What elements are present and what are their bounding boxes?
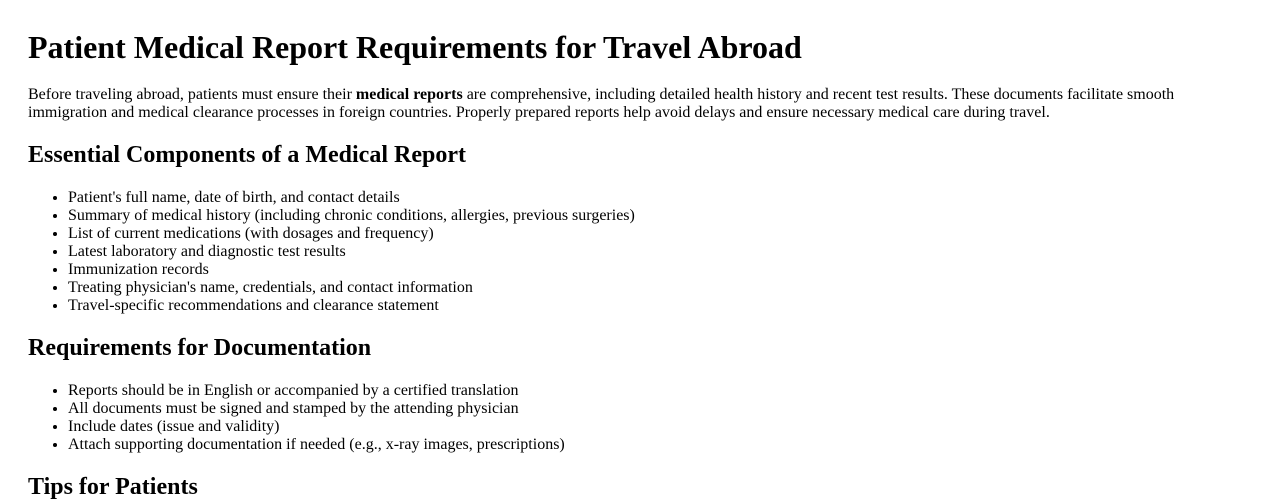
- list-item: • Attach supporting documentation if needed (e.g., x-ray images, prescriptions): [68, 436, 565, 454]
- list-item: • All documents must be signed and stamped by the attending physician: [68, 400, 565, 418]
- list-item: • Reports should be in English or accompanied by a certified translation: [68, 382, 565, 400]
- list-item: • Immunization records: [68, 261, 635, 279]
- list-item: • Travel-specific recommendations and clearance statement: [68, 297, 635, 315]
- section-heading-tips: Tips for Patients: [28, 474, 198, 500]
- list-item: • Summary of medical history (including chronic conditions, allergies, previous surgeries): [68, 207, 635, 225]
- intro-text-end: are comprehensive, including detailed health history and recent test results. These documents facilitate smooth immigration and medical clearance processes in foreign countries. Properly prepared reports help avoid delays and ensure necessary medical care during travel.: [28, 86, 1175, 121]
- section-heading-components: Essential Components of a Medical Report: [28, 142, 466, 168]
- intro-bold-term: medical reports: [355, 86, 463, 103]
- list-item: • Patient's full name, date of birth, and contact details: [68, 189, 635, 207]
- intro-text-start: Before traveling abroad, patients must ensure their: [28, 86, 356, 103]
- page-title: Patient Medical Report Requirements for Travel Abroad: [28, 29, 802, 65]
- section-heading-documentation: Requirements for Documentation: [28, 335, 372, 361]
- list-item: • Include dates (issue and validity): [68, 418, 565, 436]
- documentation-list: [28, 382, 565, 454]
- list-item: • List of current medications (with dosages and frequency): [68, 225, 635, 243]
- intro-paragraph: [28, 86, 1223, 122]
- list-item: • Treating physician's name, credentials, and contact information: [68, 279, 635, 297]
- list-item: • Latest laboratory and diagnostic test results: [68, 243, 635, 261]
- components-list: [28, 189, 635, 315]
